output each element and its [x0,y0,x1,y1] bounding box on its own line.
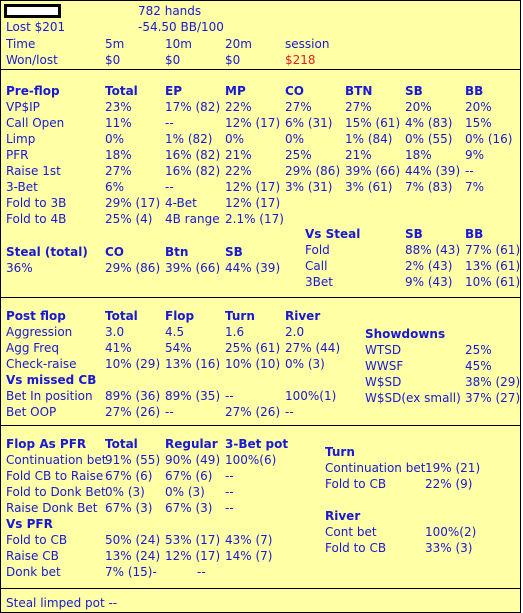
time-label: Time [6,37,36,51]
vs-pfr-row-value: -- [197,565,206,579]
steal-col-header: SB [225,245,243,259]
showdowns-row-label: W$SD(ex small) [365,391,461,405]
preflop-row-value: 21% [345,148,372,162]
preflop-row-value: 16% (82) [165,148,221,162]
missed-cb-row-label: Bet OOP [6,405,57,419]
flop-pfr-row-value: 67% (6) [105,469,153,483]
preflop-row-value: 16% (82) [165,164,221,178]
vs-pfr-row-value: 13% (24) [105,549,161,563]
hands-count: 782 hands [138,4,202,18]
flop-pfr-row-label: Fold CB to Raise [6,469,104,483]
river-title: River [325,509,361,523]
preflop-row-label: Raise 1st [6,164,61,178]
turn-title: Turn [325,445,355,459]
preflop-row-value: 25% [285,148,312,162]
river-row-label: Cont bet [325,525,377,539]
showdowns-row-label: WTSD [365,343,402,357]
postflop-row-label: Agg Freq [6,341,59,355]
flop-pfr-row-value: 91% (55) [105,453,161,467]
flop-pfr-row-value: -- [225,485,234,499]
vs-pfr-row-label: Donk bet [6,565,61,579]
preflop-col-header: SB [405,84,423,98]
preflop-col-header: MP [225,84,246,98]
missed-cb-row-value: -- [225,389,234,403]
preflop-row-value: -- [465,164,474,178]
time-col-5m: 5m [105,37,125,51]
postflop-row-value: 25% (61) [225,341,281,355]
vs-steal-row-label: 3Bet [305,275,333,289]
time-col-10m: 10m [165,37,192,51]
preflop-row: 25% (4) [105,212,153,226]
preflop-col-header: EP [165,84,182,98]
showdowns-row-label: WWSF [365,359,404,373]
showdowns-row-value: 25% [465,343,492,357]
time-col-session: session [285,37,330,51]
steal-title: Steal (total) [6,245,88,259]
flop-pfr-title: Flop As PFR [6,437,87,451]
postflop-row-label: Check-raise [6,357,77,371]
steal-value: 29% (86) [105,261,161,275]
showdowns-title: Showdowns [365,327,446,341]
player-name-box [4,4,61,18]
preflop-row-value: 3% (61) [345,180,393,194]
preflop-row-value: -- [165,116,174,130]
postflop-row-value: 3.0 [105,325,125,339]
vs-pfr-row-value: 50% (24) [105,533,161,547]
wonlost-10m: $0 [165,53,181,67]
postflop-row-value: 2.0 [285,325,305,339]
preflop-row-value: 1% (84) [345,132,393,146]
divider [1,588,520,589]
postflop-col-header: Flop [165,309,195,323]
vs-steal-title: Vs Steal [305,227,361,241]
steal-value: 36% [6,261,33,275]
vs-steal-row-value: 88% (43) [405,243,461,257]
preflop-row-value: 15% (61) [345,116,401,130]
steal-limped-pot: Steal limped pot -- [6,596,118,610]
steal-col-header: Btn [165,245,189,259]
postflop-row-value: 27% (44) [285,341,341,355]
preflop-row-value: 27% [345,100,372,114]
vs-pfr-title: Vs PFR [6,517,53,531]
preflop-col-header: Total [105,84,138,98]
flop-pfr-row-value: 0% (3) [105,485,145,499]
wonlost-label: Won/lost [6,53,58,67]
flop-pfr-row-value: 67% (3) [105,501,153,515]
showdowns-row-value: 37% (27) [465,391,521,405]
steal-col-header: CO [105,245,125,259]
vs-pfr-row-value: 7% (15)- [105,565,157,579]
preflop-row-value: 44% (39) [405,164,461,178]
preflop-row-value: 0% [105,132,125,146]
bb100-rate: -54.50 BB/100 [138,20,224,34]
vs-steal-row-value: 2% (43) [405,259,453,273]
vs-steal-row-value: 10% (61) [465,275,521,289]
postflop-row-value: 1.6 [225,325,245,339]
showdowns-row-value: 38% (29) [465,375,521,389]
vs-pfr-row-label: Raise CB [6,549,59,563]
postflop-row-value: 41% [105,341,132,355]
divider [1,69,520,70]
postflop-row-value: 0% (3) [285,357,325,371]
wonlost-20m: $0 [225,53,241,67]
postflop-row-value: 13% (16) [165,357,221,371]
flop-pfr-col-header: 3-Bet pot [225,437,289,451]
preflop-row-value: 7% (83) [405,180,453,194]
missed-cb-row-value: 89% (36) [105,389,161,403]
preflop-row-value: 29% (86) [285,164,341,178]
preflop-col-header: BTN [345,84,373,98]
vs-steal-col-header: BB [465,227,484,241]
preflop-row-value: 0% (16) [465,132,513,146]
river-row-label: Fold to CB [325,541,387,555]
preflop-row-value: 6% [105,180,125,194]
missed-cb-row-value: 27% (26) [105,405,161,419]
postflop-row-label: Aggression [6,325,73,339]
divider [1,425,520,426]
postflop-row-value: 10% (29) [105,357,161,371]
vs-steal-row-value: 77% (61) [465,243,521,257]
wonlost-5m: $0 [105,53,121,67]
preflop-col-header: CO [285,84,305,98]
flop-pfr-col-header: Regular [165,437,218,451]
showdowns-row-label: W$SD [365,375,402,389]
vs-pfr-row-value: 14% (7) [225,549,273,563]
preflop-row-value: 9% [465,148,485,162]
flop-pfr-row-label: Continuation bet [6,453,107,467]
vs-missed-cb-title: Vs missed CB [6,373,97,387]
postflop-row-value: 54% [165,341,192,355]
preflop-title: Pre-flop [6,84,60,98]
preflop-row: Fold to 4B [6,212,67,226]
vs-pfr-row-value: 43% (7) [225,533,273,547]
preflop-row-value: 18% [105,148,132,162]
turn-row-label: Continuation bet [325,461,426,475]
preflop-row: 2.1% (17) [225,212,284,226]
preflop-row-label: 3-Bet [6,180,38,194]
steal-value: 44% (39) [225,261,281,275]
postflop-col-header: River [285,309,321,323]
vs-steal-row-label: Fold [305,243,330,257]
preflop-row: 12% (17) [225,196,281,210]
flop-pfr-row-value: 100%(6) [225,453,277,467]
missed-cb-row-value: 89% (35) [165,389,221,403]
preflop-row-value: 6% (31) [285,116,333,130]
vs-pfr-row-value: 12% (17) [165,549,221,563]
preflop-row-value: 39% (66) [345,164,401,178]
preflop-row-value: 3% (31) [285,180,333,194]
turn-row-value: 19% (21) [425,461,481,475]
steal-value: 39% (66) [165,261,221,275]
turn-row-value: 22% (9) [425,477,473,491]
preflop-row-value: 1% (82) [165,132,213,146]
preflop-row-value: 11% [105,116,132,130]
preflop-row-value: 18% [405,148,432,162]
preflop-row-value: 21% [225,148,252,162]
preflop-row-value: 27% [285,100,312,114]
missed-cb-row-value: 27% (26) [225,405,281,419]
flop-pfr-row-value: 67% (3) [165,501,213,515]
wonlost-session: $218 [285,53,316,67]
turn-row-label: Fold to CB [325,477,387,491]
postflop-title: Post flop [6,309,66,323]
postflop-col-header: Turn [225,309,255,323]
vs-steal-row-value: 9% (43) [405,275,453,289]
preflop-row-value: 23% [105,100,132,114]
preflop-row-value: 20% [465,100,492,114]
vs-pfr-row-label: Fold to CB [6,533,68,547]
flop-pfr-row-label: Fold to Donk Bet [6,485,106,499]
preflop-row-value: 15% [465,116,492,130]
preflop-row-value: 22% [225,164,252,178]
postflop-row-value: 4.5 [165,325,185,339]
preflop-row: Fold to 3B [6,196,67,210]
preflop-row-label: PFR [6,148,29,162]
preflop-row-value: 27% [105,164,132,178]
divider [1,297,520,298]
vs-steal-row-value: 13% (61) [465,259,521,273]
preflop-row-value: 17% (82) [165,100,221,114]
preflop-row-value: 0% [285,132,305,146]
flop-pfr-row-value: 0% (3) [165,485,205,499]
preflop-row-value: -- [165,180,174,194]
preflop-row-value: 7% [465,180,485,194]
preflop-row-value: 12% (17) [225,116,281,130]
preflop-row-value: 12% (17) [225,180,281,194]
preflop-row: 4B range [165,212,220,226]
lost-amount: Lost $201 [6,20,66,34]
vs-pfr-row-value: 53% (17) [165,533,221,547]
postflop-row-value: 10% (10) [225,357,281,371]
flop-pfr-row-label: Raise Donk Bet [6,501,98,515]
river-row-value: 33% (3) [425,541,473,555]
postflop-col-header: Total [105,309,138,323]
flop-pfr-row-value: 90% (49) [165,453,221,467]
missed-cb-row-value: -- [165,405,174,419]
preflop-row-value: 20% [405,100,432,114]
flop-pfr-col-header: Total [105,437,138,451]
preflop-row-value: 0% (55) [405,132,453,146]
missed-cb-row-value: 100%(1) [285,389,337,403]
vs-steal-col-header: SB [405,227,423,241]
preflop-row-label: Limp [6,132,36,146]
preflop-row-value: 0% [225,132,245,146]
missed-cb-row-label: Bet In position [6,389,93,403]
preflop-row: 4-Bet [165,196,197,210]
missed-cb-row-value: -- [285,405,294,419]
preflop-row-label: VP$IP [6,100,40,114]
river-row-value: 100%(2) [425,525,477,539]
time-col-20m: 20m [225,37,252,51]
preflop-row: 29% (17) [105,196,161,210]
preflop-row-value: 22% [225,100,252,114]
flop-pfr-row-value: 67% (6) [165,469,213,483]
preflop-row-value: 4% (83) [405,116,453,130]
showdowns-row-value: 45% [465,359,492,373]
preflop-col-header: BB [465,84,484,98]
vs-steal-row-label: Call [305,259,328,273]
flop-pfr-row-value: -- [225,469,234,483]
preflop-row-label: Call Open [6,116,65,130]
flop-pfr-row-value: -- [225,501,234,515]
